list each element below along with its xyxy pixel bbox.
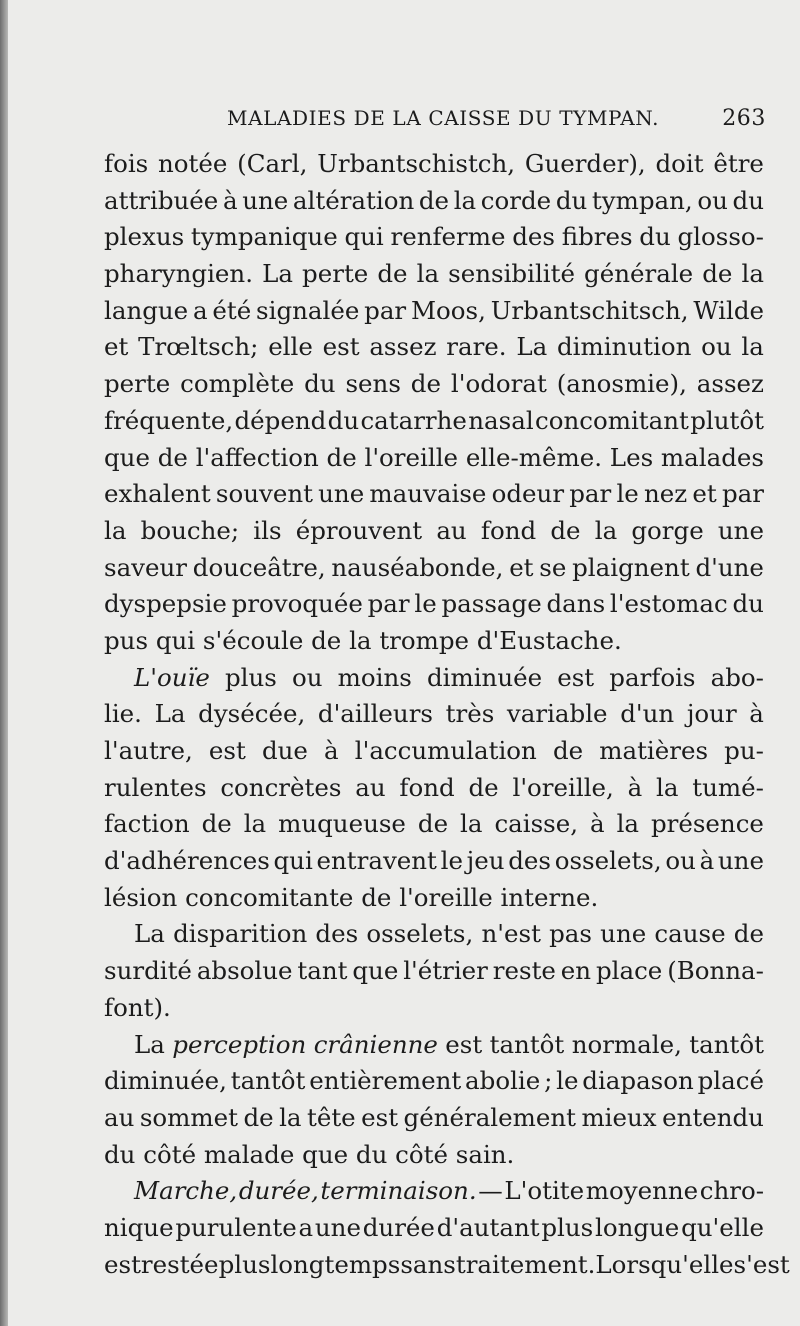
- word: plexus: [104, 222, 185, 252]
- word: et: [104, 332, 129, 362]
- word: la: [104, 515, 127, 545]
- word: qui: [155, 625, 203, 655]
- word: rulentes: [104, 772, 207, 802]
- word: de: [468, 772, 499, 802]
- text-line: [104, 403, 764, 440]
- word: souvent: [215, 479, 313, 509]
- word: et: [509, 552, 534, 582]
- word: d'une: [695, 552, 764, 582]
- word: être: [713, 149, 764, 178]
- text-line: [104, 733, 764, 770]
- word: de: [552, 736, 584, 765]
- word: saveur: [104, 552, 188, 582]
- word: muqueuse: [278, 809, 406, 839]
- word: rare.: [446, 332, 507, 362]
- word: notée: [158, 149, 228, 178]
- text-line: [104, 329, 764, 366]
- word: tympanique: [190, 222, 338, 252]
- word: de: [157, 442, 188, 472]
- word: elle-même.: [465, 442, 603, 472]
- word: diapason: [582, 1066, 694, 1096]
- word: elle: [268, 332, 313, 362]
- word: la: [656, 772, 679, 802]
- text-line: [104, 183, 764, 220]
- word: été: [212, 295, 252, 325]
- word: ou: [665, 846, 696, 876]
- word: s'écoule: [202, 625, 312, 655]
- italic-word: L'ouïe: [134, 662, 210, 692]
- word: à: [590, 809, 605, 839]
- word: a: [192, 295, 208, 325]
- word: ou: [701, 332, 732, 362]
- word: d'un: [620, 699, 675, 729]
- text-line: [104, 623, 764, 660]
- word: placé: [697, 1066, 764, 1096]
- word: fréquente,: [104, 405, 234, 435]
- word: du: [732, 589, 764, 619]
- text-line: [104, 1210, 764, 1247]
- word: la: [279, 1102, 302, 1132]
- word: du: [732, 185, 764, 215]
- word: qui: [273, 846, 313, 876]
- word: plus: [225, 662, 277, 692]
- word: interne.: [500, 882, 599, 912]
- italic-word: terminaison.: [320, 1176, 477, 1206]
- word: Moos,: [410, 295, 486, 325]
- word: à: [222, 185, 238, 215]
- italic-word: Marche,: [134, 1176, 238, 1206]
- word: côté: [395, 1139, 456, 1169]
- word: sain.: [455, 1139, 515, 1169]
- word: l'étrier: [403, 956, 488, 986]
- word: de: [326, 442, 357, 472]
- word: cause: [654, 919, 726, 949]
- word: La: [154, 699, 186, 729]
- word: de: [417, 809, 449, 839]
- word: lie.: [104, 699, 142, 729]
- word: une: [314, 1212, 361, 1242]
- word: dyspepsie: [104, 589, 227, 619]
- word: trompe: [379, 625, 477, 655]
- word: du: [639, 222, 671, 252]
- page-number: 263: [722, 106, 766, 131]
- word: une: [717, 515, 764, 545]
- word: est: [208, 736, 246, 765]
- word: sans: [400, 1249, 456, 1279]
- word: de: [410, 369, 441, 399]
- word: catarrhe: [360, 405, 467, 435]
- text-line: [104, 770, 764, 807]
- word: une: [318, 479, 365, 509]
- italic-word: perception: [172, 1029, 307, 1059]
- word: fond: [399, 772, 455, 802]
- word: est: [322, 332, 360, 362]
- word: d'autant: [436, 1212, 540, 1242]
- word: d'ailleurs: [317, 699, 433, 729]
- word: nauséabonde,: [331, 552, 504, 582]
- word: le: [556, 1066, 579, 1096]
- word: perte: [302, 259, 369, 289]
- word: le: [440, 846, 463, 876]
- word: au: [104, 1102, 135, 1132]
- word: de: [550, 515, 581, 545]
- word: variable: [506, 699, 608, 729]
- word: par: [367, 589, 410, 619]
- word: doit: [655, 149, 704, 178]
- word: sens: [345, 369, 401, 399]
- word: concomitante: [185, 882, 362, 912]
- page-gutter-shadow: [0, 0, 8, 1326]
- word: dans: [546, 589, 606, 619]
- word: mauvaise: [369, 479, 487, 509]
- word: l'oreille,: [512, 772, 614, 802]
- word: du: [104, 1139, 144, 1169]
- text-line: [104, 953, 764, 990]
- word: douceâtre,: [192, 552, 326, 582]
- word: Les: [609, 442, 654, 472]
- word: La: [516, 332, 548, 362]
- word: de: [361, 882, 400, 912]
- word: une: [717, 846, 764, 876]
- word: de: [702, 259, 733, 289]
- word: du: [304, 369, 336, 399]
- word: qu'elle: [681, 1212, 764, 1242]
- word: attribuée: [104, 185, 219, 215]
- word: Wilde: [693, 295, 764, 325]
- text-line: [104, 1173, 764, 1210]
- text-line: [104, 696, 764, 733]
- word: dépend: [234, 405, 327, 435]
- word: chro-: [699, 1176, 764, 1206]
- word: diminution: [557, 332, 692, 362]
- word: longue: [594, 1212, 680, 1242]
- text-line: [104, 219, 764, 256]
- word: longtemps: [270, 1249, 401, 1279]
- word: nez: [644, 479, 688, 509]
- word: d'Eustache.: [476, 625, 622, 655]
- word: langue: [104, 295, 189, 325]
- text-line: [104, 843, 764, 880]
- text-line: [104, 146, 764, 183]
- word: s'est: [733, 1249, 790, 1279]
- word: la: [594, 515, 618, 545]
- word: présence: [650, 809, 764, 839]
- word: plaignent: [572, 552, 690, 582]
- word: d'adhérences: [104, 846, 270, 876]
- word: côté: [143, 1139, 204, 1169]
- word: entendu: [662, 1102, 764, 1132]
- word: abolie: [465, 1066, 541, 1096]
- word: et: [692, 479, 717, 509]
- word: gorge: [631, 515, 704, 545]
- word: lésion: [104, 882, 186, 912]
- word: dysécée,: [198, 699, 306, 729]
- word: à: [627, 772, 643, 802]
- word: concrètes: [220, 772, 342, 802]
- word: mieux: [581, 1102, 657, 1132]
- word: parfois: [609, 662, 696, 692]
- word: le: [414, 589, 437, 619]
- word: due: [261, 736, 308, 765]
- word: font).: [104, 992, 171, 1022]
- word: au: [436, 515, 467, 545]
- word: l'estomac: [609, 589, 728, 619]
- text-line: [104, 660, 764, 697]
- word: normale,: [571, 1029, 682, 1059]
- word: disparition: [173, 919, 308, 949]
- text-line: [104, 1027, 764, 1064]
- word: la: [741, 259, 764, 289]
- word: passage: [441, 589, 542, 619]
- word: ;: [544, 1066, 553, 1096]
- text-line: [104, 880, 764, 917]
- word: —: [478, 1176, 503, 1206]
- word: malade: [203, 1139, 303, 1169]
- word: n'est: [481, 919, 541, 949]
- word: tantôt: [230, 1066, 306, 1096]
- word: altération: [292, 185, 415, 215]
- running-title: MALADIES DE LA CAISSE DU TYMPAN.: [227, 106, 660, 130]
- word: tête: [306, 1102, 356, 1132]
- word: sommet: [139, 1102, 238, 1132]
- word: se: [539, 552, 567, 582]
- word: généralement: [403, 1102, 576, 1132]
- word: durée: [362, 1212, 435, 1242]
- word: pu-: [724, 736, 764, 765]
- word: entièrement: [309, 1066, 462, 1096]
- word: malades: [660, 442, 764, 472]
- word: concomitant: [534, 405, 689, 435]
- text-line: [104, 440, 764, 477]
- word: (Bonna-: [667, 956, 764, 986]
- word: est: [104, 1249, 141, 1279]
- word: bouche;: [140, 515, 240, 545]
- word: diminuée: [426, 662, 543, 692]
- word: Trœltsch;: [138, 332, 259, 362]
- word: absolue: [196, 956, 293, 986]
- word: de: [311, 625, 350, 655]
- word: moyenne: [585, 1176, 699, 1206]
- word: qui: [344, 222, 384, 252]
- text-line: [104, 550, 764, 587]
- word: que: [302, 1139, 356, 1169]
- word: l'affection: [195, 442, 319, 472]
- word: le: [616, 479, 639, 509]
- text-line: [104, 256, 764, 293]
- word: est: [445, 1029, 483, 1059]
- text-line: [104, 1100, 764, 1137]
- word: fibres: [561, 222, 633, 252]
- word: abo-: [710, 662, 764, 692]
- word: glosso-: [677, 222, 764, 252]
- word: matières: [599, 736, 709, 765]
- word: la: [416, 259, 440, 289]
- word: à: [749, 699, 764, 729]
- word: ou: [697, 185, 728, 215]
- word: moins: [337, 662, 412, 692]
- word: de: [201, 809, 232, 839]
- word: très: [445, 699, 495, 729]
- word: tantôt: [489, 1029, 565, 1059]
- word: l'autre,: [104, 736, 193, 765]
- word: place: [595, 956, 663, 986]
- word: La: [262, 259, 293, 289]
- word: du: [555, 185, 588, 215]
- word: une: [242, 185, 289, 215]
- word: générale: [584, 259, 694, 289]
- text-line: [104, 806, 764, 843]
- word: assez: [696, 369, 764, 399]
- word: renferme: [390, 222, 506, 252]
- text-line: [104, 293, 764, 330]
- word: des: [315, 919, 359, 949]
- word: osselets,: [366, 919, 474, 949]
- word: de: [243, 1102, 274, 1132]
- word: ou: [292, 662, 323, 692]
- word: est: [557, 662, 595, 692]
- text-line: [104, 916, 764, 953]
- word: la: [453, 185, 477, 215]
- word: sensibilité: [448, 259, 575, 289]
- word: osselets,: [554, 846, 662, 876]
- text-line: [104, 513, 764, 550]
- word: (anosmie),: [556, 369, 687, 399]
- word: fois: [104, 149, 149, 178]
- word: de: [733, 919, 764, 949]
- word: en: [560, 956, 592, 986]
- text-line: [104, 1063, 764, 1100]
- word: traitement.: [455, 1249, 596, 1279]
- word: la: [349, 625, 380, 655]
- text-line: [104, 990, 764, 1027]
- word: à: [324, 736, 339, 765]
- word: des: [512, 222, 555, 252]
- word: une: [600, 919, 647, 949]
- word: l'oreille: [399, 882, 501, 912]
- word: par: [364, 295, 407, 325]
- word: tantôt: [689, 1029, 764, 1059]
- word: de: [377, 259, 408, 289]
- text-line: [104, 1247, 790, 1284]
- word: l'oreille: [364, 442, 459, 472]
- word: assez: [369, 332, 437, 362]
- word: caisse,: [494, 809, 579, 839]
- word: purulente: [175, 1212, 297, 1242]
- text-line: [104, 366, 764, 403]
- text-line: [104, 586, 764, 623]
- word: la: [741, 332, 764, 362]
- word: corde: [480, 185, 552, 215]
- word: Guerder),: [524, 149, 646, 178]
- body-text: [104, 146, 790, 1283]
- word: Lorsqu'elle: [595, 1249, 734, 1279]
- word: La: [134, 1029, 165, 1059]
- word: nasal: [468, 405, 534, 435]
- italic-word: crânienne: [313, 1029, 438, 1059]
- word: plus: [541, 1212, 594, 1242]
- word: a: [298, 1212, 314, 1242]
- word: signalée: [256, 295, 360, 325]
- word: la: [243, 809, 267, 839]
- word: entravent: [316, 846, 437, 876]
- word: pas: [549, 919, 592, 949]
- word: par: [721, 479, 764, 509]
- word: au: [355, 772, 386, 802]
- word: l'accumulation: [354, 736, 537, 765]
- word: plus: [218, 1249, 271, 1279]
- word: jour: [686, 699, 737, 729]
- word: de: [418, 185, 450, 215]
- italic-word: durée,: [238, 1176, 319, 1206]
- word: éprouvent: [295, 515, 423, 545]
- word: par: [569, 479, 612, 509]
- word: ils: [253, 515, 282, 545]
- word: perte: [104, 369, 171, 399]
- word: diminuée,: [104, 1066, 227, 1096]
- text-line: [104, 476, 764, 513]
- word: tympan,: [591, 185, 693, 215]
- word: restée: [140, 1249, 219, 1279]
- word: tant: [297, 956, 348, 986]
- text-line: [104, 1137, 764, 1174]
- word: Urbantschistch,: [317, 149, 516, 178]
- word: (Carl,: [237, 149, 308, 178]
- word: du: [327, 405, 360, 435]
- word: odeur: [491, 479, 565, 509]
- word: la: [616, 809, 640, 839]
- running-head: [227, 106, 768, 131]
- word: est: [361, 1102, 399, 1132]
- word: que: [352, 956, 399, 986]
- word: jeu: [466, 846, 505, 876]
- word: fond: [480, 515, 537, 545]
- word: des: [508, 846, 552, 876]
- word: complète: [180, 369, 295, 399]
- word: pus: [104, 625, 156, 655]
- word: la: [460, 809, 483, 839]
- word: provoquée: [231, 589, 363, 619]
- word: l'odorat: [450, 369, 547, 399]
- word: que: [104, 442, 150, 472]
- word: à: [699, 846, 715, 876]
- word: tumé-: [692, 772, 764, 802]
- word: pharyngien.: [104, 259, 253, 289]
- word: L'otite: [504, 1176, 585, 1206]
- word: Urbantschitsch,: [490, 295, 689, 325]
- word: La: [134, 919, 165, 949]
- word: plutôt: [690, 405, 764, 435]
- word: nique: [104, 1212, 174, 1242]
- word: exhalent: [104, 479, 211, 509]
- word: faction: [104, 809, 190, 839]
- word: du: [355, 1139, 396, 1169]
- word: reste: [492, 956, 556, 986]
- word: surdité: [104, 956, 192, 986]
